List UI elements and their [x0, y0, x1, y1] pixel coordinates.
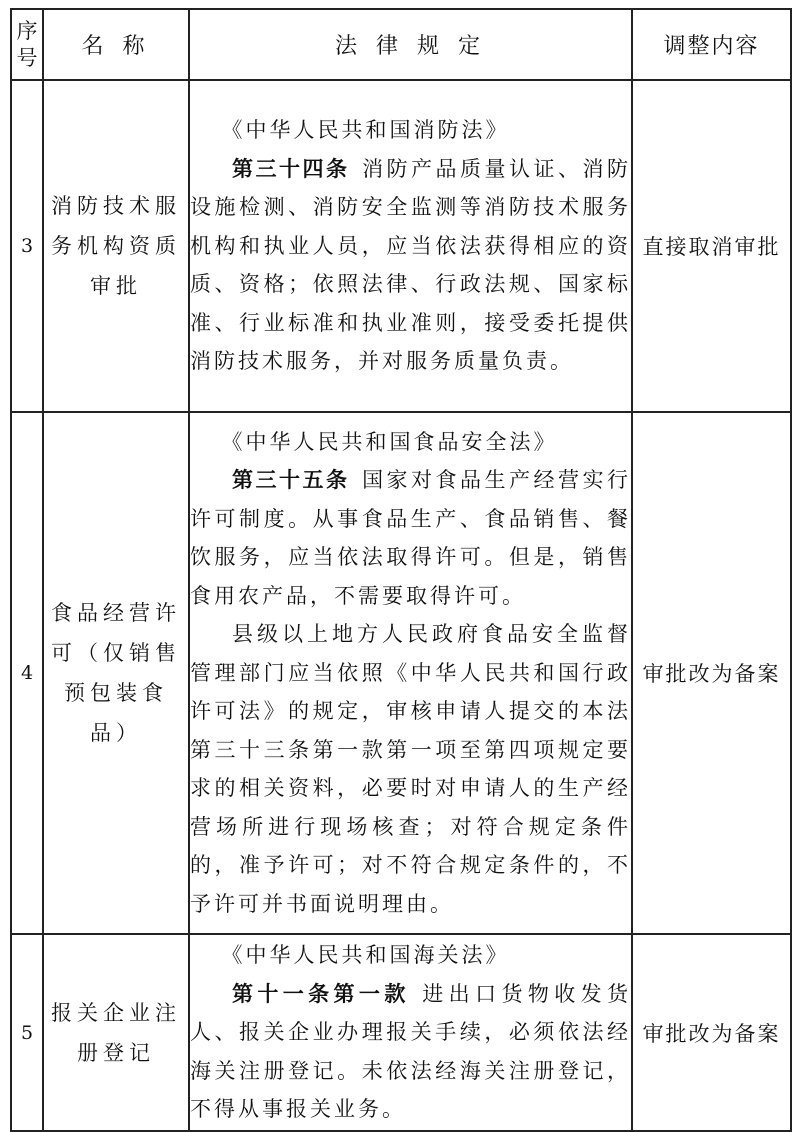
- header-num-char2: 号: [16, 45, 38, 70]
- header-num: [11, 9, 43, 80]
- table-row: [11, 412, 791, 934]
- row-num: 5: [11, 934, 43, 1131]
- row-name: 食品经营许可（仅销售预包装食品）: [43, 412, 189, 934]
- law-paragraph-2: 县级以上地方人民政府食品安全监督管理部门应当依照《中华人民共和国行政许可法》的规定，审核申请人提交的本法第三十三条第一款第一项至第四项规定要求的相关资料，必要时对申请人的生产经营场所进行现场核查；对符合规定条件的，准予许可；对不符合规定条件的，不予许可并书面说明理由。: [190, 622, 631, 916]
- table-row: [11, 934, 791, 1131]
- law-text: 消防产品质量认证、消防设施检测、消防安全监测等消防技术服务机构和执业人员，应当依法获得相应的资质、资格；依照法律、行政法规、国家标准、行业标准和执业准则，接受委托提供消防技术服务，并对服务质量负责。: [190, 156, 631, 374]
- header-law: 法 律 规 定: [189, 9, 632, 80]
- regulation-table: [10, 8, 792, 1132]
- header-num-char1: 序: [16, 18, 38, 43]
- row-num: 4: [11, 412, 43, 934]
- law-title: 《中华人民共和国食品安全法》: [221, 429, 558, 454]
- header-name: 名 称: [43, 9, 189, 80]
- row-adjust: 审批改为备案: [632, 934, 791, 1131]
- law-text: 进出口货物收发货人、报关企业办理报关手续，必须依法经海关注册登记。未依法经海关注册登记，不得从事报关业务。: [190, 981, 631, 1122]
- table-row: [11, 80, 791, 412]
- article-number: 第十一条第一款: [232, 981, 410, 1006]
- header-adjust: 调整内容: [632, 9, 791, 80]
- row-adjust: 直接取消审批: [632, 80, 791, 412]
- row-num: 3: [11, 80, 43, 412]
- row-name: 消防技术服务机构资质审批: [43, 80, 189, 412]
- header-row: [11, 9, 791, 80]
- law-title: 《中华人民共和国海关法》: [221, 943, 510, 968]
- article-number: 第三十五条: [232, 468, 350, 493]
- row-law: [189, 80, 632, 412]
- article-number: 第三十四条: [232, 156, 350, 181]
- row-adjust: 审批改为备案: [632, 412, 791, 934]
- law-paragraph: [190, 975, 631, 1129]
- law-title: 《中华人民共和国消防法》: [221, 118, 510, 143]
- law-text: 国家对食品生产经营实行许可制度。从事食品生产、食品销售、餐饮服务，应当依法取得许可。但是，销售食用农产品，不需要取得许可。: [190, 468, 631, 608]
- law-paragraph: [190, 461, 631, 615]
- row-name: 报关企业注册登记: [43, 934, 189, 1131]
- row-law: [189, 412, 632, 934]
- row-law: [189, 934, 632, 1131]
- law-paragraph: [190, 150, 631, 381]
